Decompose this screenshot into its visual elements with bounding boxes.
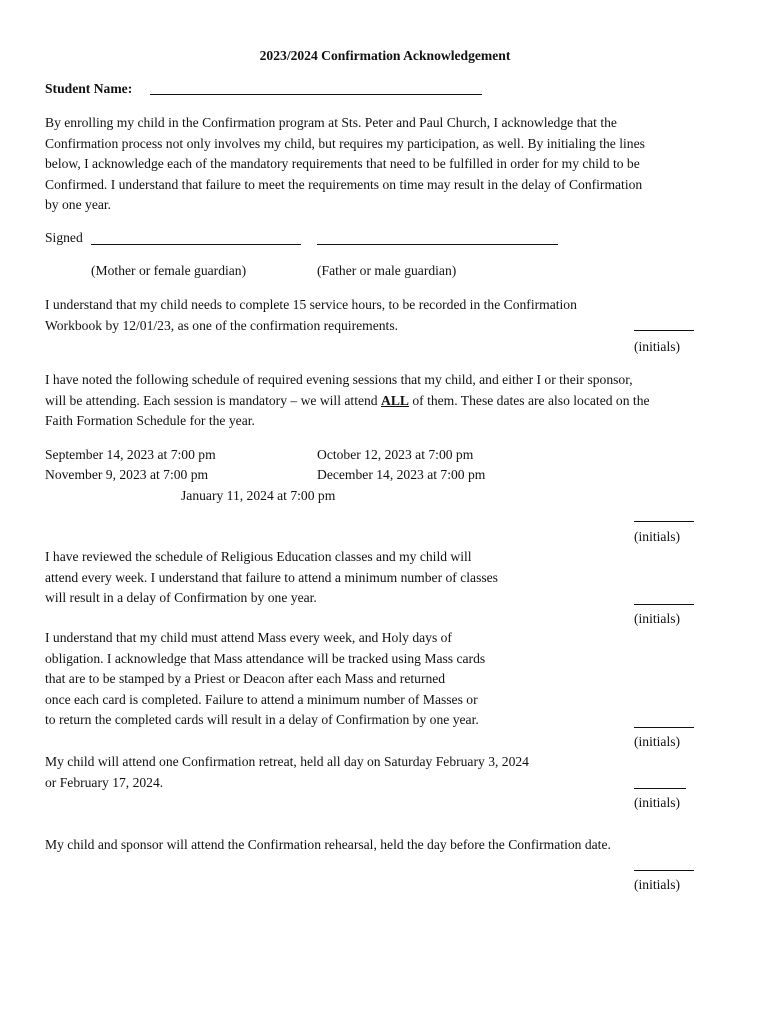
intro-line: Confirmation process not only involves my child, but requires my participation, as well. By initialing the lines <box>45 135 645 151</box>
initials-line-religious[interactable] <box>634 603 694 605</box>
initials-line-retreat[interactable] <box>634 787 686 789</box>
retreat-line: or February 17, 2024. <box>45 774 164 790</box>
document-title: 2023/2024 Confirmation Acknowledgement <box>259 48 511 63</box>
session-date: October 12, 2023 at 7:00 pm <box>317 447 474 462</box>
mass-line: I understand that my child must attend Mass every week, and Holy days of <box>45 630 452 645</box>
father-label: (Father or male guardian) <box>317 263 457 278</box>
rehearsal-line: My child and sponsor will attend the Confirmation rehearsal, held the day before the Confirmation date. <box>45 837 611 852</box>
initials-label-rehearsal: (initials) <box>634 877 681 892</box>
session-date: December 14, 2023 at 7:00 pm <box>317 467 486 482</box>
initials-line-service[interactable] <box>634 329 694 331</box>
service-paragraph <box>45 295 577 336</box>
intro-line: Confirmed. I understand that failure to meet the requirements on time may result in the delay of Confirmation <box>45 176 643 192</box>
session-date: September 14, 2023 at 7:00 pm <box>45 447 216 462</box>
intro-paragraph <box>45 113 645 216</box>
religious-line: will result in a delay of Confirmation by one year. <box>45 590 317 606</box>
intro-line: By enrolling my child in the Confirmation program at Sts. Peter and Paul Church, I acknowledge that the <box>45 115 617 130</box>
initials-label-mass: (initials) <box>634 734 681 749</box>
service-line: Workbook by 12/01/23, as one of the confirmation requirements. <box>45 317 399 333</box>
initials-label-sessions: (initials) <box>634 529 681 544</box>
religious-paragraph <box>45 547 498 609</box>
mass-line: once each card is completed. Failure to attend a minimum number of Masses or <box>45 691 478 707</box>
initials-label-religious: (initials) <box>634 611 681 626</box>
service-line: I understand that my child needs to complete 15 service hours, to be recorded in the Confirmation <box>45 297 577 312</box>
mass-line: obligation. I acknowledge that Mass attendance will be tracked using Mass cards <box>45 650 486 666</box>
mass-line: to return the completed cards will result in a delay of Confirmation by one year. <box>45 712 479 728</box>
signed-label: Signed <box>45 230 83 245</box>
initials-line-mass[interactable] <box>634 726 694 728</box>
religious-line: I have reviewed the schedule of Religious Education classes and my child will <box>45 549 472 564</box>
sessions-line: I have noted the following schedule of required evening sessions that my child, and either I or their sponsor, <box>45 372 633 387</box>
sessions-paragraph <box>45 370 650 432</box>
intro-line: by one year. <box>45 197 112 213</box>
religious-line: attend every week. I understand that failure to attend a minimum number of classes <box>45 569 498 585</box>
student-name-label: Student Name: <box>45 81 133 96</box>
sessions-line <box>45 391 650 412</box>
mass-line: that are to be stamped by a Priest or Deacon after each Mass and returned <box>45 671 446 687</box>
mass-paragraph <box>45 628 485 731</box>
initials-label-service: (initials) <box>634 339 681 354</box>
all-emphasis: ALL <box>381 392 409 408</box>
retreat-line: My child will attend one Confirmation retreat, held all day on Saturday February 3, 2024 <box>45 754 529 769</box>
retreat-paragraph <box>45 752 529 793</box>
sessions-text: of them. These dates are also located on the <box>408 392 650 408</box>
mother-label: (Mother or female guardian) <box>91 263 247 278</box>
intro-line: below, I acknowledge each of the mandatory requirements that need to be fulfilled in order for my child to be <box>45 156 640 172</box>
initials-line-rehearsal[interactable] <box>634 869 694 871</box>
session-date: November 9, 2023 at 7:00 pm <box>45 467 209 482</box>
mother-signature-line[interactable] <box>91 243 301 245</box>
father-signature-line[interactable] <box>317 243 558 245</box>
session-date: January 11, 2024 at 7:00 pm <box>181 488 336 503</box>
initials-label-retreat: (initials) <box>634 795 681 810</box>
sessions-text: will be attending. Each session is mandatory – we will attend <box>45 392 381 408</box>
sessions-line: Faith Formation Schedule for the year. <box>45 413 255 429</box>
student-name-line[interactable] <box>150 93 482 95</box>
initials-line-sessions[interactable] <box>634 520 694 522</box>
